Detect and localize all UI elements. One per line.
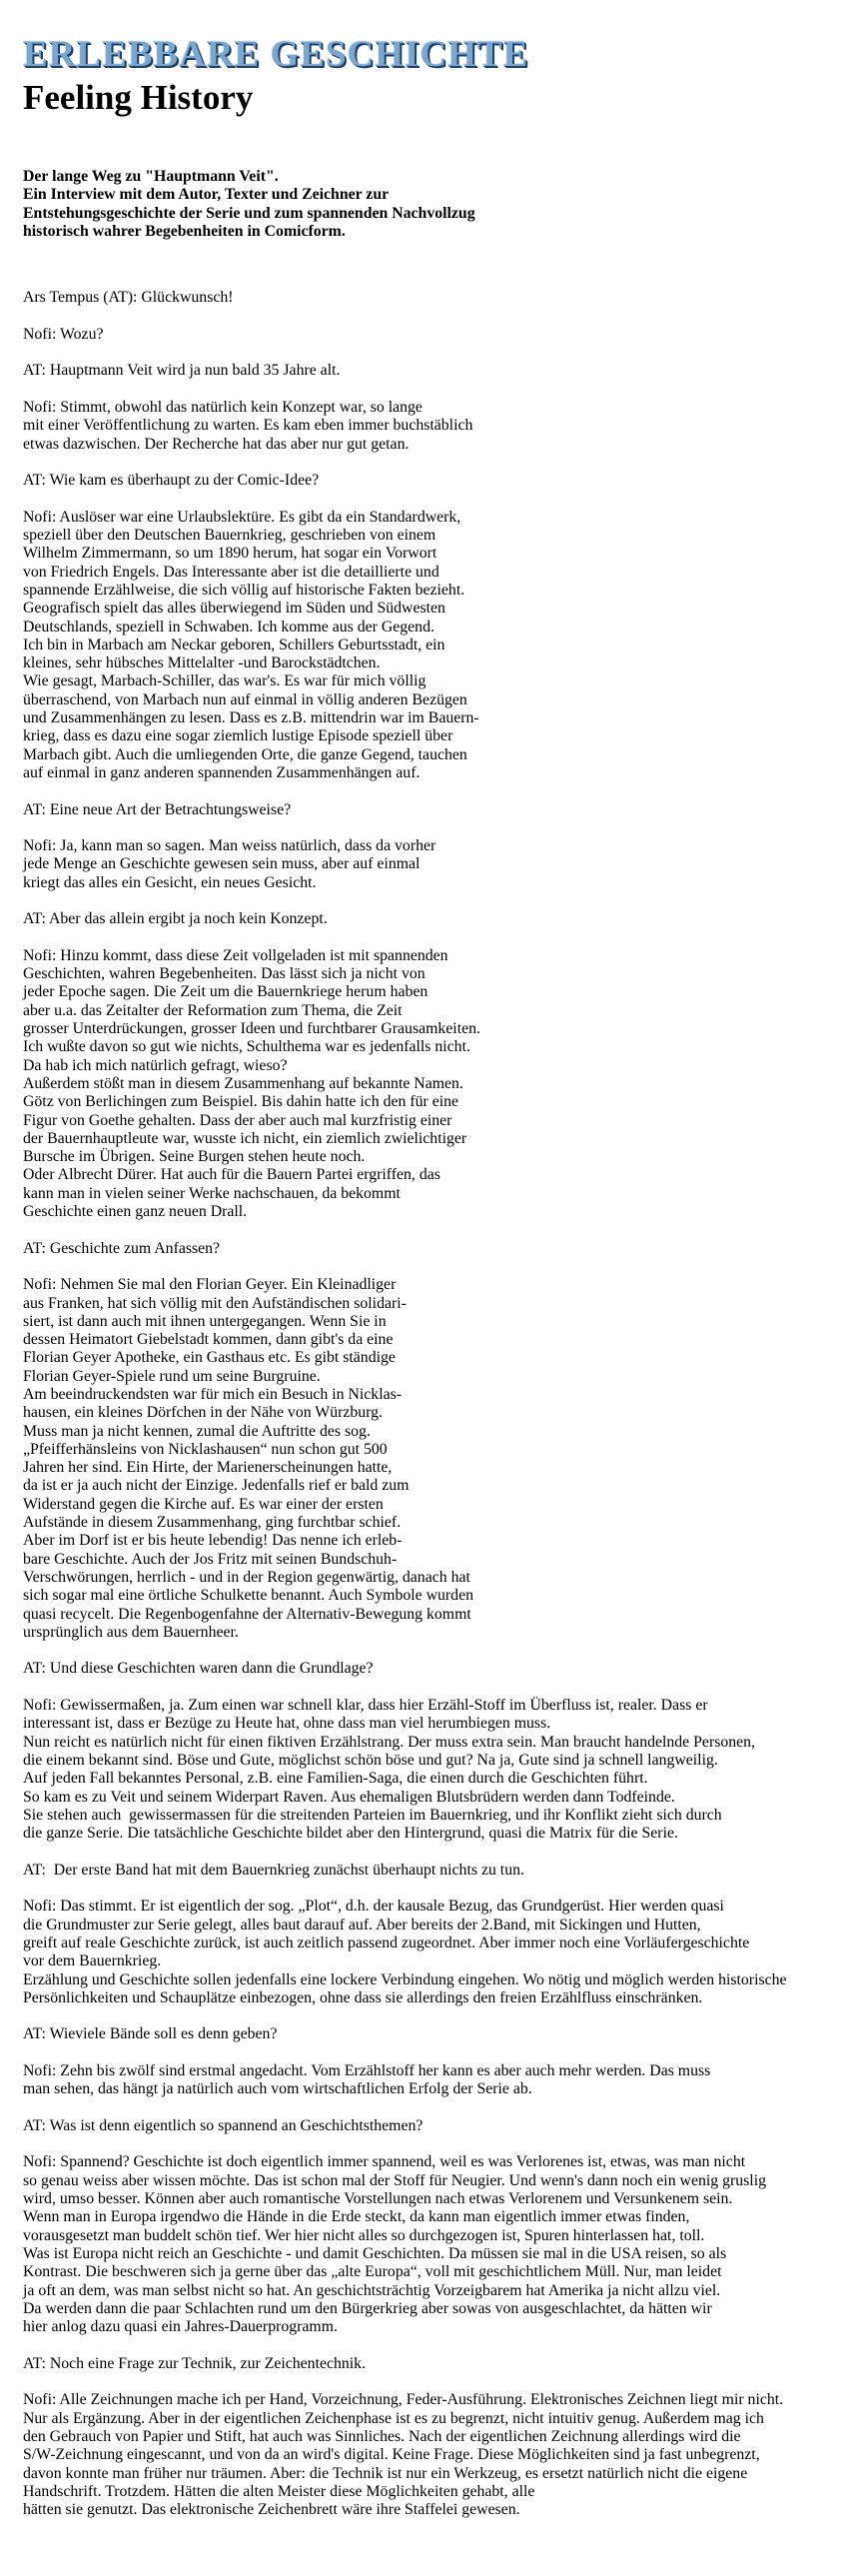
text-line: etwas dazwischen. Der Recherche hat das aber nur gut getan. — [23, 435, 410, 453]
text-line: Geografisch spielt das alles überwiegend im Süden und Südwesten — [23, 600, 445, 618]
text-line: so genau weiss aber wissen möchte. Das ist schon mal der Stoff für Neugier. Und wenn's dann noch ein wenig gruslig — [23, 2171, 766, 2189]
text-line: Oder Albrecht Dürer. Hat auch für die Bauern Partei ergriffen, das — [23, 1166, 440, 1184]
interview-intro — [23, 168, 852, 241]
text-line: und Zusammenhängen zu lesen. Dass es z.B. mittendrin war im Bauern- — [23, 709, 479, 727]
text-line: Am beeindruckendsten war für mich ein Besuch in Nicklas- — [23, 1386, 403, 1403]
text-line: kriegt das alles ein Gesicht, ein neues Gesicht. — [23, 873, 317, 891]
text-line: Nofi: Stimmt, obwohl das natürlich kein Konzept war, so lange — [23, 398, 423, 416]
interviewer-question — [23, 2355, 852, 2373]
text-line: Florian Geyer-Spiele rund um seine Burgruine. — [23, 1367, 321, 1385]
text-line: vor dem Bauernkrieg. — [23, 1952, 162, 1970]
text-line: interessant ist, dass er Bezüge zu Heute hat, ohne dass man viel herumbiegen muss. — [23, 1715, 551, 1733]
intro-line: Entstehungsgeschichte der Serie und zum spannenden Nachvollzug — [23, 204, 475, 222]
interviewee-answer — [23, 399, 852, 454]
interviewer-question — [23, 2117, 852, 2135]
text-line: hier anlog dazu quasi ein Jahres-Dauerprogramm. — [23, 2318, 338, 2336]
text-line: von Friedrich Engels. Das Interessante aber ist die detaillierte und — [23, 563, 439, 581]
text-line: jeder Epoche sagen. Die Zeit um die Bauernkriege herum haben — [23, 983, 428, 1001]
interviewee-answer — [23, 326, 852, 344]
text-line: Da hab ich mich natürlich gefragt, wieso? — [23, 1056, 288, 1074]
text-line: Außerdem stößt man in diesem Zusammenhang auf bekannte Namen. — [23, 1074, 463, 1092]
text-line: Was ist Europa nicht reich an Geschichte - und damit Geschichten. Da müssen sie mal in die USA reisen, so als — [23, 2244, 727, 2262]
text-line: Muss man ja nicht kennen, zumal die Auftritte des sog. — [23, 1422, 371, 1440]
text-line: Nofi: Spannend? Geschichte ist doch eigentlich immer spannend, weil es was Verlorenes ist, etwas, was man nicht — [23, 2153, 746, 2171]
text-line: Wenn man in Europa irgendwo die Hände in die Erde steckt, da kann man eigentlich immer etwas finden, — [23, 2208, 690, 2226]
text-line: sich sogar mal eine örtliche Schulkette benannt. Auch Symbole wurden — [23, 1587, 473, 1605]
text-line: Verschwörungen, herrlich - und in der Region gegenwärtig, danach hat — [23, 1568, 470, 1586]
text-line: AT: Geschichte zum Anfassen? — [23, 1239, 221, 1257]
text-line: Nofi: Zehn bis zwölf sind erstmal angedacht. Vom Erzählstoff her kann es aber auch mehr werden. Das muss — [23, 2061, 711, 2079]
text-line: AT: Wie kam es überhaupt zu der Comic-Idee? — [23, 472, 320, 490]
interviewer-question — [23, 801, 852, 819]
text-line: Nofi: Gewissermaßen, ja. Zum einen war schnell klar, dass hier Erzähl-Stoff im Überfluss ist, realer. Dass er — [23, 1697, 708, 1715]
text-line: AT: Aber das allein ergibt ja noch kein Konzept. — [23, 910, 328, 928]
text-line: überraschend, von Marbach nun auf einmal in völlig anderen Bezügen — [23, 690, 467, 708]
text-line: Geschichte einen ganz neuen Drall. — [23, 1203, 248, 1221]
text-line: Marbach gibt. Auch die umliegenden Orte, die ganze Gegend, tauchen — [23, 745, 467, 763]
interviewee-answer — [23, 1276, 852, 1642]
text-line: Handschrift. Trotzdem. Hätten die alten Meister diese Möglichkeiten gehabt, alle — [23, 2482, 535, 2500]
text-line: mit einer Veröffentlichung zu warten. Es kam eben immer buchstäblich — [23, 417, 473, 435]
intro-line: Ein Interview mit dem Autor, Texter und Zeichner zur — [23, 186, 390, 204]
text-line: quasi recycelt. Die Regenbogenfahne der Alternativ-Bewegung kommt — [23, 1605, 471, 1623]
text-line: Nofi: Ja, kann man so sagen. Man weiss natürlich, dass da vorher — [23, 837, 436, 855]
interviewer-question — [23, 1862, 852, 1880]
text-line: Da werden dann die paar Schlachten rund um den Bürgerkrieg aber sowas von ausgeschlachtet, da hätten wir — [23, 2299, 712, 2317]
interviewee-answer — [23, 2391, 852, 2519]
page — [23, 34, 852, 2538]
interviewer-question — [23, 289, 852, 307]
text-line: Nur als Ergänzung. Aber in der eigentlichen Zeichenphase ist es zu begrenzt, nicht intuitiv genug. Außerdem mag ich — [23, 2409, 764, 2427]
text-line: AT: Und diese Geschichten waren dann die Grundlage? — [23, 1660, 374, 1678]
text-line: dessen Heimatort Giebelstadt kommen, dann gibt's da eine — [23, 1331, 394, 1349]
interviewee-answer — [23, 837, 852, 892]
interviewer-question — [23, 2025, 852, 2043]
text-line: Aufstände in diesem Zusammenhang, ging furchtbar schief. — [23, 1514, 402, 1532]
text-line: AT: Der erste Band hat mit dem Bauernkrieg zunächst überhaupt nichts zu tun. — [23, 1861, 524, 1879]
page-title: Feeling History — [23, 78, 254, 117]
text-line: Nofi: Auslöser war eine Urlaubslektüre. Es gibt da ein Standardwerk, — [23, 508, 461, 526]
interviewer-question — [23, 1240, 852, 1258]
text-line: davon konnte man früher nur träumen. Aber: die Technik ist nur ein Werkzeug, es ersetzt natürlich nicht die eigene — [23, 2464, 748, 2482]
text-line: Figur von Goethe gehalten. Dass der aber auch mal kurzfristig einer — [23, 1111, 452, 1129]
interview-body — [23, 289, 852, 2519]
text-line: Sie stehen auch gewissermassen für die streitenden Parteien im Bauernkrieg, und ihr Konflikt zieht sich durch — [23, 1806, 722, 1824]
text-line: AT: Was ist denn eigentlich so spannend an Geschichtsthemen? — [23, 2116, 424, 2134]
text-line: AT: Wieviele Bände soll es denn geben? — [23, 2025, 278, 2043]
site-logo — [23, 34, 529, 76]
text-line: man sehen, das hängt ja natürlich auch vom wirtschaftlichen Erfolg der Serie ab. — [23, 2080, 532, 2098]
text-line: Jahren her sind. Ein Hirte, der Marienerscheinungen hatte, — [23, 1459, 393, 1477]
text-line: „Pfeifferhänsleins von Nicklashausen“ nun schon gut 500 — [23, 1440, 388, 1458]
text-line: Erzählung und Geschichte sollen jedenfalls eine lockere Verbindung eingehen. Wo nötig und möglich werden historische — [23, 1970, 787, 1988]
text-line: jede Menge an Geschichte gewesen sein muss, aber auf einmal — [23, 855, 421, 873]
interviewee-answer — [23, 2153, 852, 2336]
interviewee-answer — [23, 1697, 852, 1843]
text-line: aus Franken, hat sich völlig mit den Aufständischen solidari- — [23, 1294, 407, 1312]
interviewer-question — [23, 910, 852, 928]
interviewer-question — [23, 362, 852, 380]
text-line: Wie gesagt, Marbach-Schiller, das war's. Es war für mich völlig — [23, 672, 427, 690]
text-line: Ich bin in Marbach am Neckar geboren, Schillers Geburtsstadt, ein — [23, 636, 445, 653]
interviewer-question — [23, 472, 852, 490]
text-line: Götz von Berlichingen zum Beispiel. Bis dahin hatte ich den für eine — [23, 1093, 459, 1111]
text-line: Nofi: Das stimmt. Er ist eigentlich der sog. „Plot“, d.h. der kausale Bezug, das Grundgerüst. Hier werden quasi — [23, 1898, 724, 1916]
text-line: speziell über den Deutschen Bauernkrieg, geschrieben von einem — [23, 527, 436, 545]
text-line: Aber im Dorf ist er bis heute lebendig! Das nenne ich erleb- — [23, 1532, 403, 1550]
text-line: spannende Erzählweise, die sich völlig auf historische Fakten bezieht. — [23, 581, 465, 599]
text-line: Widerstand gegen die Kirche auf. Es war einer der ersten — [23, 1495, 384, 1513]
text-line: Nofi: Nehmen Sie mal den Florian Geyer. Ein Kleinadliger — [23, 1276, 397, 1294]
text-line: die Grundmuster zur Serie gelegt, alles baut darauf auf. Aber bereits der 2.Band, mit Sickingen und Hutten, — [23, 1916, 701, 1933]
text-line: AT: Eine neue Art der Betrachtungsweise? — [23, 800, 292, 818]
text-line: auf einmal in ganz anderen spannenden Zusammenhängen auf. — [23, 763, 421, 781]
text-line: kann man in vielen seiner Werke nachschauen, da bekommt — [23, 1184, 401, 1202]
text-line: Wilhelm Zimmermann, so um 1890 herum, hat sogar ein Vorwort — [23, 545, 437, 563]
text-line: greift auf reale Geschichte zurück, ist auch zeitlich passend zugeordnet. Aber immer noch eine Vorläufergeschichte — [23, 1933, 750, 1951]
interviewee-answer — [23, 509, 852, 782]
text-line: hausen, ein kleines Dörfchen in der Nähe von Würzburg. — [23, 1404, 383, 1422]
text-line: Bursche im Übrigen. Seine Burgen stehen heute noch. — [23, 1148, 366, 1166]
text-line: vorausgesetzt man buddelt schön tief. Wer hier nicht alles so durchgezogen ist, Spuren hinterlassen hat, toll. — [23, 2226, 705, 2244]
text-line: grosser Unterdrückungen, grosser Ideen und furchtbarer Grausamkeiten. — [23, 1020, 480, 1038]
text-line: Nofi: Wozu? — [23, 325, 104, 343]
text-line: die einem bekannt sind. Böse und Gute, möglichst schön böse und gut? Na ja, Gute sind ja schnell langweilig. — [23, 1751, 718, 1769]
text-line: den Gebrauch von Papier und Stift, hat auch was Sinnliches. Nach der eigentlichen Zeichnung allerdings wird die — [23, 2427, 741, 2445]
text-line: AT: Hauptmann Veit wird ja nun bald 35 Jahre alt. — [23, 362, 341, 380]
text-line: Deutschlands, speziell in Schwaben. Ich komme aus der Gegend. — [23, 618, 434, 636]
text-line: Ich wußte davon so gut wie nichts, Schulthema war es jedenfalls nicht. — [23, 1038, 470, 1056]
text-line: AT: Noch eine Frage zur Technik, zur Zeichentechnik. — [23, 2354, 367, 2372]
text-line: ursprünglich aus dem Bauernheer. — [23, 1623, 239, 1641]
interviewee-answer — [23, 1898, 852, 2007]
text-line: Persönlichkeiten und Schauplätze einbezogen, ohne dass sie allerdings den freien Erzählfluss einschränken. — [23, 1988, 703, 2006]
text-line: bare Geschichte. Auch der Jos Fritz mit seinen Bundschuh- — [23, 1550, 398, 1568]
text-line: hätten sie genutzt. Das elektronische Zeichenbrett wäre ihre Staffelei gewesen. — [23, 2501, 520, 2519]
text-line: Florian Geyer Apotheke, ein Gasthaus etc. Es gibt ständige — [23, 1349, 396, 1367]
text-line: Geschichten, wahren Begebenheiten. Das lässt sich ja nicht von — [23, 965, 426, 983]
text-line: aber u.a. das Zeitalter der Reformation zum Thema, die Zeit — [23, 1001, 403, 1019]
text-line: S/W-Zeichnung eingescannt, und von da an wird's digital. Keine Frage. Diese Möglichkeiten sind ja fast unbegrenzt, — [23, 2446, 760, 2464]
text-line: Kontrast. Die beschweren sich ja gerne über das „alte Europa“, voll mit geschichtlichem Müll. Nur, man leidet — [23, 2263, 722, 2281]
text-line: die ganze Serie. Die tatsächliche Geschichte bildet aber den Hintergrund, quasi die Matrix für die Serie. — [23, 1825, 678, 1843]
text-line: So kam es zu Veit und seinem Widerpart Raven. Aus ehemaligen Blutsbrüdern werden dann Todfeinde. — [23, 1788, 675, 1806]
interviewee-answer — [23, 2062, 852, 2099]
intro-line: historisch wahrer Begebenheiten in Comicform. — [23, 222, 346, 240]
text-line: kleines, sehr hübsches Mittelalter -und Barockstädtchen. — [23, 654, 381, 672]
text-line: Nofi: Hinzu kommt, dass diese Zeit vollgeladen ist mit spannenden — [23, 946, 448, 964]
text-line: da ist er ja auch nicht der Einzige. Jedenfalls rief er bald zum — [23, 1477, 410, 1495]
text-line: krieg, dass es dazu eine sogar ziemlich lustige Episode speziell über — [23, 727, 453, 745]
interviewer-question — [23, 1660, 852, 1678]
text-line: ja oft an dem, was man selbst nicht so hat. An geschichtsträchtig Vorzeigbarem hat Amerika ja nicht allzu viel. — [23, 2281, 721, 2299]
text-line: Ars Tempus (AT): Glückwunsch! — [23, 289, 234, 307]
text-line: Auf jeden Fall bekanntes Personal, z.B. eine Familien-Saga, die einen durch die Geschichten führt. — [23, 1770, 648, 1788]
intro-line: Der lange Weg zu "Hauptmann Veit". — [23, 168, 279, 185]
interviewee-answer — [23, 947, 852, 1221]
text-line: wird, umso besser. Können aber auch romantische Vorstellungen nach etwas Verlorenem und Versunkenem sein. — [23, 2190, 733, 2208]
text-line: der Bauernhauptleute war, wusste ich nicht, ein ziemlich zwielichtiger — [23, 1129, 467, 1147]
text-line: Nofi: Alle Zeichnungen mache ich per Hand, Vorzeichnung, Feder-Ausführung. Elektronisches Zeichnen liegt mir nicht. — [23, 2391, 784, 2409]
text-line: siert, ist dann auch mit ihnen untergegangen. Wenn Sie in — [23, 1312, 387, 1330]
logo-text: ERLEBBARE GESCHICHTE — [23, 34, 529, 75]
text-line: Nun reicht es natürlich nicht für einen fiktiven Erzählstrang. Der muss extra sein. Man braucht handelnde Personen, — [23, 1733, 756, 1751]
